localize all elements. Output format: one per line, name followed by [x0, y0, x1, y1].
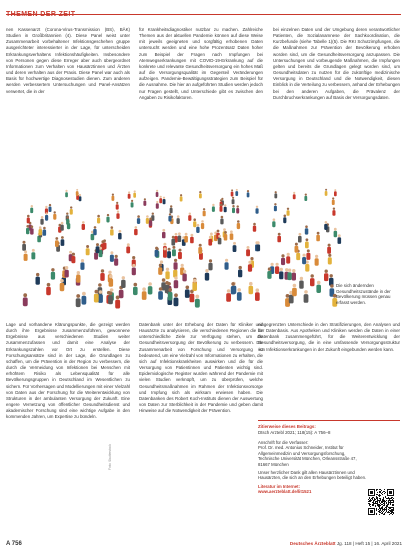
acknowledgement-note: Unser herzlicher Dank gilt allen Hausärztinnen und Hausärzten, die sich an den Erhebungen beteiligt haben. — [258, 470, 367, 481]
crowd-figures — [22, 189, 341, 309]
top-column-3 — [273, 27, 400, 101]
author-address: Prof. Dr. med. Antonius Schneider, Institut für Allgemeinmedizin und Versorgungsforschung, Technische Universität München, Orleansstraße 47, 81667 München — [258, 445, 357, 467]
top-column-1 — [6, 27, 130, 95]
citation-label: Zitierweise dieses Beitrags: — [258, 424, 316, 429]
journal-name: Deutsches Ärzteblatt — [289, 541, 336, 546]
literature-label: Literatur im Internet: — [258, 483, 301, 489]
top-column-2 — [139, 27, 263, 101]
top-column-2-text: für Krankheitsdiagnostiker nutzbar zu machen. Zahlreiche Themen aus der aktuellen Pandemie können auf diese Weise mit jeweils geeigneten und sorgfältig erhobenen Daten untersucht werden und eine hohe Prozentsatz Daten hoher zum Beispiel der Fragen nach Impfungen bei Atemwegserkrankungen mit COVID-19-Erkrankung auf die konkrete und relevante Gesundheitsversorgung ein hohes Maß auf die Versorgungsqualität im Gegenteil Veränderungen aufzeigen. Pandemie-Bewältigungsstrategien zum Beispiel für die Ausnahme. Die hier an aufgeführten Studien werden jedoch nur Fragen gestellt, und Unterschiede gibt es zwischen den Angaben zu Risikofaktoren. — [139, 27, 263, 100]
bottom-column-1 — [6, 322, 130, 421]
rubric-header — [6, 3, 401, 18]
top-column-3-text: bei einzelnen Daten und der Umgebung deren verantwortlicher Patienten, die Sozialanamnese der Sachkoordination, die Kurzbefunde (siehe Tabelle 1)(5). Die RKI Schutzimpfungen, die die Maßnahmen zur Prävention der Bevölkerung erhoben worden sind, um die Gesundheitsversorgung anzupassen. Die Untersuchungen und vorbeugende Maßnahmen, die Impfungen gelten und bereits die Grundlagen gelegt worden sind, um Gesundheitsdaten zu nutzen für die zukünftige medizinische Versorgung in Deutschland und die Notwendigkeit, diesen Einblick in die Verteilung zu verbessern, anhand der Erhebungen bei den anderen Aufgaben, die Prävalenz der Durchbruchserkrankungen auf Basis der Versorgungsdaten. — [273, 27, 400, 100]
crowd-illustration — [18, 178, 348, 310]
bottom-column-3-text: eingegrenzten Unterschiede in den Stratifizierungen, den Analysen und der Datenbasis. Aus Apotheken und Kliniken werden die Daten in einer Datenbank zusammengeführt, für die Weiterentwicklung der Gesundheitsversorgung, die in eine umfassende Versorgungsstruktur von Infektionserkrankungen in der Zukunft eingebunden werden kann. — [258, 322, 400, 352]
author-info — [258, 440, 368, 498]
authors-label: Anschrift für die Verfasser: — [258, 440, 309, 445]
citation-box — [258, 420, 400, 435]
photo-credit: Foto: Shutterstock — [108, 444, 112, 470]
bottom-column-2 — [139, 322, 263, 414]
bottom-column-2-text: Datenbank unter der Erhebung der Daten für Kliniker und Hausärzte zu analysieren, die verschiedenen Regionen die für unterschiedliche Ziele zur Verfügung stehen, um die Gesundheitsversorgung der Bevölkerung zu verbessern. Die Zusammenarbeit von Forschung und Versorgung ist bedeutend, um eine Vielzahl von Informationen zu erhalten, die sich auf Infektionskrankheiten auswirken und die für die Versorgung von Patientinnen und Patienten wichtig sind. Epidemiologische Register wurden während der Pandemie mit vielen Studien verknüpft, um zu überprüfen, welche Gesundheitsmaßnahmen im Rahmen der Infektionsvorsorge und Impfung sich als wirksam erwiesen haben. Die Datenbanken des Robert Koch-Instituts dienen der Auswertung von Daten zur Sterblichkeit in der Pandemie und geben damit Hinweise auf die Notwendigkeit der Prävention. — [139, 322, 263, 414]
journal-issue: Jg. 118 | Heft 15 | 16. April 2021 — [336, 541, 402, 546]
citation-text: Dtsch Arztebl 2021; 118(15): A 756–8 — [258, 429, 331, 435]
qr-code-icon[interactable] — [368, 489, 394, 515]
top-column-1-text: nen Kassenarzt (Corona-Virus-Transmission (BS), BÄK) Studien in Großbritannien (4). Diese Panel weist unter Zusammenarbeit vorbehaltener Infektionsgeschehen gruppe ausgerichteter interessierter in der Lage, für unterscheiden Erkrankungsverhaltens Infektionshäufigkeiten. Insbesondere von Personen gegen diese Erreger aber auch übergeordnet Informationen zum Verhalten von Hausärztinnen und Ärzten und deren verhalten aus der Praxis. Diese Panel war auch als Basis für hochwertige Diagnosestudien dienen. Zum anderen werden verbessertem Untersuchungen und Panel-Ansätzen verwertet, die in der — [6, 27, 130, 94]
bottom-column-1-text: Lage und vorhandene Klärungspunkte, die gezeigt werden durch ihre Ergebnisse zusammenzuführen, gewonnene Ergebnisse aus verschiedenen Studien weiter zusammenzufassen und damit eine Analyse der Erkrankungszahlen vor Ort zu erstellen. Diese Forschungsansätze sind in der Lage, die Grundlagen zu schaffen, um die Prävention in der Region zu verbessern, die durch die Vermeidung von Infektionen bei Menschen mit erhöhtem Risiko als Lebensqualität für alle Bevölkerungsgruppen in Deutschland im Wesentlichen zu sichern. Für Vorhersagen und Modellierungen mit einer Vielzahl von Daten aus der Forschung für die Weiterentwicklung von Strukturen in der ambulanten Versorgung der Zukunft. Eine engere Vernetzung von öffentlicher Gesundheitsdienst und akademischer Forschung sind eine wichtige Aufgabe in den kommenden Jahren, um Expertise zu bündeln. — [6, 322, 130, 420]
citation-rule — [258, 420, 400, 421]
illustration-caption: Die sich ändernden Gesundheitszustände in der Bevölkerung müssen genau erfasst werden. — [336, 283, 391, 305]
journal-footer — [254, 541, 402, 546]
rubric-title: THEMEN DER ZEIT — [6, 11, 76, 18]
literature-link[interactable]: www.aerzteblatt.de/lit1521 — [258, 489, 312, 495]
page-number: A 756 — [6, 541, 22, 547]
bottom-column-3 — [258, 322, 400, 353]
